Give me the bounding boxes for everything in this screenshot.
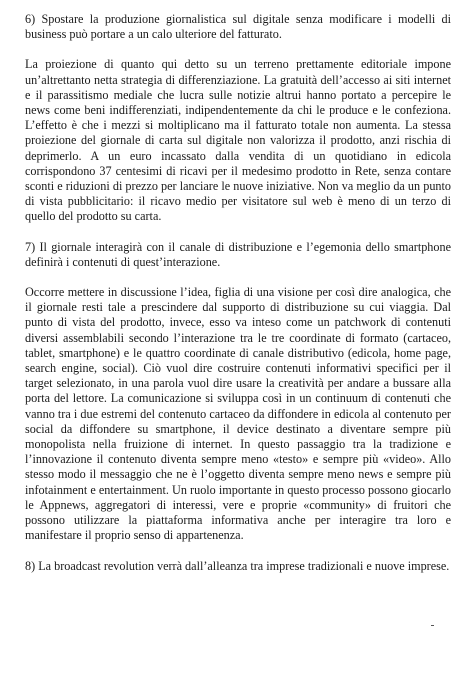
scan-mark bbox=[431, 625, 434, 626]
point-7-heading: 7) Il giornale interagirà con il canale di distribuzione e l’egemonia dello smartphone definirà i contenuti di quest’interazione. bbox=[25, 239, 451, 269]
point-6-body: La proiezione di quanto qui detto su un terreno prettamente editoriale impone un’altrettanto netta strategia di differenziazione. La gratuità dell’accesso ai siti internet e il parassitismo mediale che lucra sulle notizie altrui hanno portato a percepire le news come beni indifferenziati, indipendentemente da chi le produce e le confeziona. L’effetto è che i mezzi si moltiplicano ma il fatturato totale non aumenta. La stessa proiezione del giornale di carta sul digitale non valorizza il prodotto, anzi rischia di deprimerlo. A un euro incassato dalla vendita di un quotidiano in edicola corrispondono 37 centesimi di ricavi per il medesimo prodotto in Rete, senza contare sconti e riduzioni di prezzo per lanciare le nuove iniziative. Non va meglio da un punto di vista pubblicitario: il ricavo medio per visitatore sul web è meno di un terzo di quello del prodotto su carta. bbox=[25, 57, 451, 224]
point-7-body: Occorre mettere in discussione l’idea, figlia di una visione per così dire analogica, che il giornale resti tale a prescindere dal supporto di distribuzione su cui viaggia. Dal punto di vista del prodotto, invece, esso va inteso come un patchwork di contenuti diversi assemblabili secondo l’interazione tra le tre coordinate di formato (cartaceo, tablet, smartphone) e le quattro coordinate di canale distributivo (edicola, home page, search engine, social). Ciò vuol dire costruire contenuti informativi specifici per il target selezionato, in una parola vuol dire usare la creatività per andare a bussare alla porta del lettore. La comunicazione si sviluppa così in un continuum di contenuti che vanno tra i due estremi del contenuto cartaceo da diffondere in edicola al contenuto per social da diffondere su smartphone, il device destinato a diventare sempre più monopolista nella fruizione di internet. In questo passaggio tra la tradizione e l’innovazione il contenuto diventa sempre meno «testo» e sempre più «video». Allo stesso modo il messaggio che ne è l’oggetto diventa sempre meno news e sempre più infotainment e entertainment. Un ruolo importante in questo processo possono giocarlo le Appnews, aggregatori di interessi, vere e proprie «community» di fruitori che possono utilizzare la piattaforma informativa anche per interagire tra loro e manifestare il proprio senso di appartenenza. bbox=[25, 285, 451, 543]
point-6-heading: 6) Spostare la produzione giornalistica sul digitale senza modificare i modelli di business può portare a un calo ulteriore del fatturato. bbox=[25, 12, 451, 42]
document-page bbox=[25, 12, 451, 574]
point-8-heading: 8) La broadcast revolution verrà dall’alleanza tra imprese tradizionali e nuove imprese. bbox=[25, 558, 450, 573]
